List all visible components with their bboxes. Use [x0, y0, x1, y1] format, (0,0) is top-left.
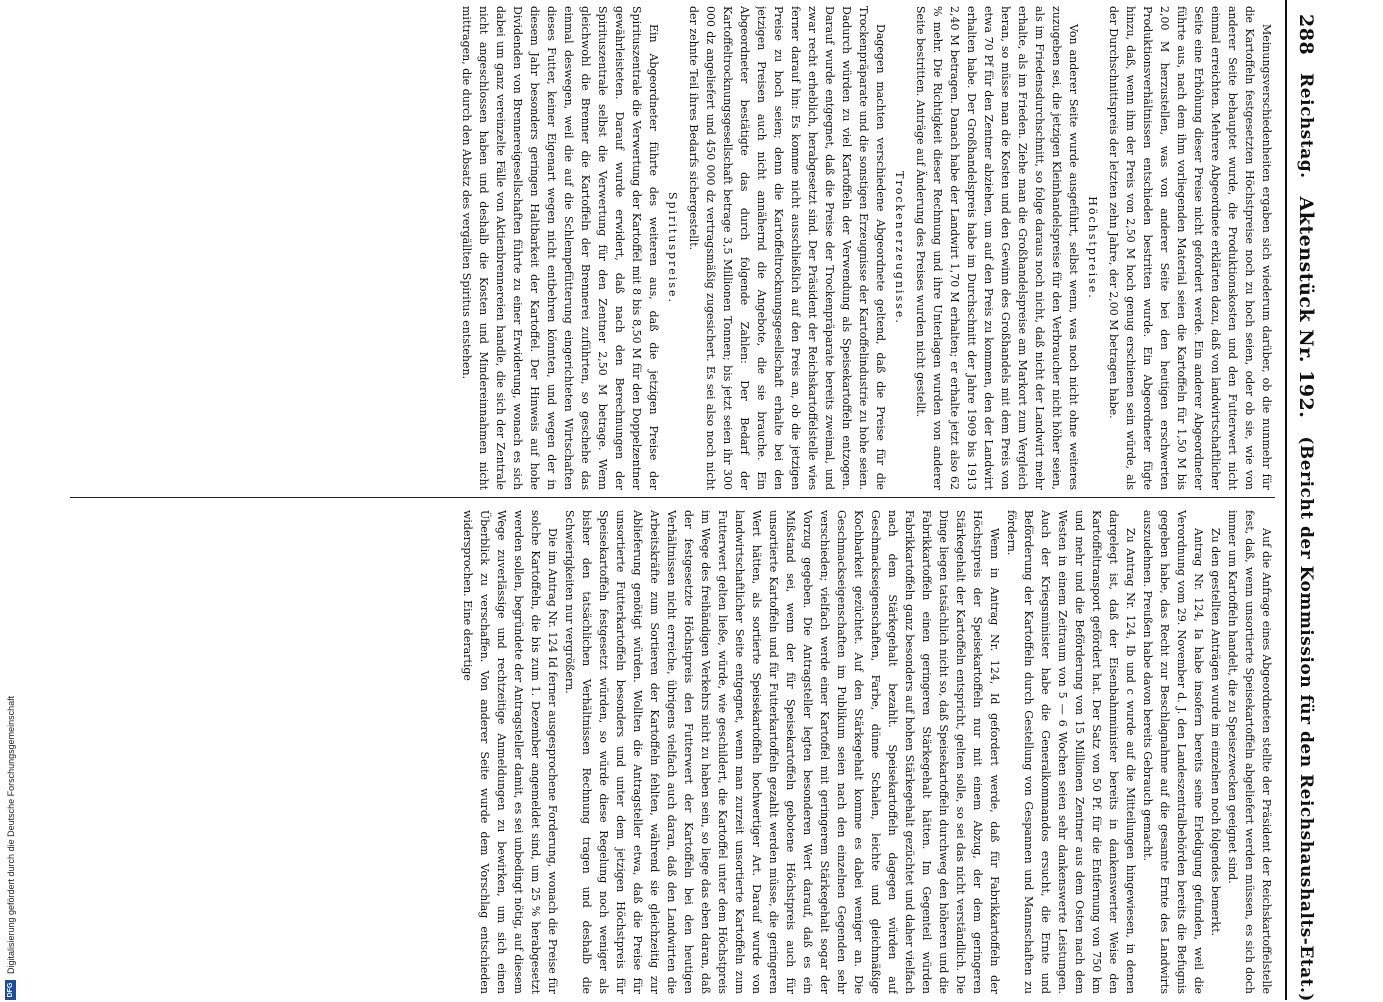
page-header: [1285, 0, 1325, 1000]
paragraph: Meinungsverschiedenheiten ergaben sich wiederum darüber, ob die nunmehr für die Kartoffeln festgesetzten Höchstpreise noch zu hoch seien, oder ob sie, wie von anderer Seite behauptet wurde, die Produktionskosten und den Futterwert nicht einmal erreichten. Mehrere Abgeordnete erklärten dazu, daß von landwirtschaftlicher Seite eine Erhöhung dieser Preise nicht gefordert werde. Ein anderer Abgeordneter führte aus, nach dem ihm vorliegenden Material seien die Kartoffeln für 1,50 M bis 2,00 M herzustellen, was von anderer Seite bei den heutigen erschwerten Produktionsverhältnissen entschieden bestritten wurde. Ein Abgeordneter fügte hinzu, daß, wenn ihm der Preis von 2,50 M hoch genug erschienen sein würde, als der Durchschnittspreis der letzten zehn Jahre, der 2,00 M betragen habe.: [1107, 6, 1273, 490]
left-column: [70, 6, 1275, 490]
credit-text: Digitalisierung gefördert durch die Deutsche Forschungsgemeinschaft: [5, 695, 16, 974]
paragraph: Von anderer Seite wurde ausgeführt, selbst wenn, was noch nicht ohne weiteres zuzugeben sei, die jetzigen Kleinhandelspreise für den Verbraucher nicht höher seien, als im Friedensdurchschnitt, so folge daraus noch nicht, daß nicht der Landwirt mehr erhalte, als im Frieden. Ziehe man die Großhandelspreise am Markort zum Vergleich heran, so müsse man die Kosten und den Gewinn des Großhandels mit dem Preis von etwa 70 Pf für den Zentner abziehen, um auf den Preis zu kommen, den der Landwirt erhalten habe. Der Großhandelspreis habe im Durchschnitt der Jahre 1909 bis 1913 2,40 M betragen. Danach habe der Landwirt 1,70 M erhalten; er erhalte jetzt also 62 % mehr. Die Richtigkeit dieser Rechnung und ihre Unterlagen wurden von anderer Seite bestritten. Anträge auf Änderung des Preises wurden nicht gestellt.: [914, 6, 1080, 490]
section-heading: Spirituspreise.: [666, 191, 679, 304]
column-divider: [70, 497, 1275, 498]
rotated-page-content: [55, 0, 1325, 1000]
paragraph: Zu Antrag Nr. 124, Ib und c wurde auf die Mitteilungen hingewiesen, in denen dargelegt ist, daß der Eisenbahnminister bereits in dankenswerter Weise den Kartoffeltransport gefördert hat. Der Satz von 50 Pf. für die Entfernung von 750 km und mehr und die Beförderung von 15 Millionen Zentner aus dem Osten nach dem Westen in einem Zeitraum von 5 — 6 Wochen seien sehr dankenswerte Leistungen. Auch der Kriegsminister habe die Generalkommandos ersucht, die Ernte und Beförderung der Kartoffeln durch Gestellung von Gespannen und Mannschaften zu fördern.: [1005, 510, 1137, 994]
header-source: Reichstag.: [1296, 73, 1316, 179]
section-heading: Trockenerzeugnisse.: [893, 171, 906, 325]
section-heading: Höchstpreise.: [1086, 196, 1099, 300]
paragraph: Antrag Nr. 124, Ia habe insofern bereits seine Erledigung gefunden, weil die Verordnung vom 29. November d. J. den Landeszentralbehörden bereits die Befugnis gegeben habe, das Recht zur Beschlagnahme auf die gesamte Ernte des Landwirts auszudehnen. Preußen habe davon bereits Gebrauch gemacht.: [1141, 510, 1205, 994]
paragraph: Ein Abgeordneter führte des weiteren aus, daß die jetzigen Preise der Spirituszentrale die Verwertung der Kartoffel mit 8 bis 8,50 M für den Doppelzentner gewährleisteten. Darauf wurde erwidert, daß nach den Berechnungen der Spirituszentrale selbst die Verwertung für den Zentner 2,50 M betrage. Wenn gleichwohl die Brenner die Kartoffeln der Brennerei zuführten, so geschehe das einmal deswegen, weil die auf die Schlempefütterung eingerichteten Wirtschaften dieses Futter, keiner Eigenart wegen nicht entbehren könnten, und wegen der in diesem Jahr besonders geringen Haltbarkeit der Kartoffel. Der Hinweis auf hohe Dividenden von Brennereigesellschaften führte zu einer Erwiderung, wonach es sich dabei um ganz vereinzelte Fälle von Aktienbrennereien handle, die sich der Zentrale nicht angeschlossen haben und deshalb die Kosten und Mindereinnahmen nicht mittragen, die durch den Absatz des vergällten Spiritus entstehen.: [460, 6, 660, 490]
right-column: [70, 510, 1275, 994]
paragraph: Auf die Anfrage eines Abgeordneten stellte der Präsident der Reichskartoffelstelle fest, daß, wenn unsortierte Speisekartoffeln abgeliefert werden müssen, es sich doch immer um Kartoffeln handelt, die zu Speisezwecken geeignet sind.: [1226, 510, 1273, 994]
page-number: 288: [1295, 14, 1317, 56]
paragraph: Wenn in Antrag Nr. 124, Id gefordert werde, daß für Fabrikkartoffeln der Höchstpreis der Speisekartoffeln nur mit einem Abzug, der dem geringeren Stärkegehalt der Kartoffeln entspricht, gelten solle, so sei das nicht verständlich. Die Dinge liegen tatsächlich nicht so, daß Speisekartoffeln durchweg den höheren und die Fabrikkartoffeln einen geringeren Stärkegehalt hätten. Im Gegenteil würden Fabrikkartoffeln ganz besonders auf hohen Stärkegehalt gezüchtet und daher vielfach nach dem Stärkegehalt bezahlt. Speisekartoffeln dagegen würden auf Geschmackseigenschaften, Farbe, dünne Schalen, leichte und gleichmäßige Kochbarkeit gezüchtet. Auf den Stärkegehalt komme es dabei weniger an. Die Geschmackseigenschaften im Publikum seien nach den einzelnen Gegenden sehr verschieden; vielfach werde einer Kartoffel mit geringerem Stärkegehalt sogar der Vorzug gegeben. Die Antragsteller legten besonderen Wert darauf, daß es ein Mißstand sei, wenn der für Speisekartoffeln gebotene Höchstpreis auch für unsortierte Kartoffeln und für Futterkartoffeln gezahlt werden müsse, die geringeren Wert hätten, als sortierte Speisekartoffeln hochwertiger Art. Darauf wurde von landwirtschaftlicher Seite entgegnet, wenn man zurzeit unsortierte Kartoffeln zum Futterwert gelten ließe, würde, wie geschildert, die Kartoffel unter dem Höchstpreis im Wege des freihändigen Verkehrs nicht zu haben sein, so liege das eben daran, daß der festgesetzte Höchstpreis den Futterwert der Kartoffeln bei den heutigen Verhältnissen nicht erreiche, übrigens vielfach auch daran, daß den Landwirten die Arbeitskräfte zum Sortieren der Kartoffeln fehlten, während sie gleichzeitig zur Ablieferung genötigt würden. Wollten die Antragsteller etwa, daß die Preise für unsortierte Futterkartoffeln besonders und unter dem jetzigen Höchstpreis für Speisekartoffeln festgesetzt würden, so würde diese Regelung noch weniger als bisher den tatsächlichen Verhältnissen Rechnung tragen und deshalb die Schwierigkeiten nur vergrößern.: [563, 510, 1001, 994]
document-number: Aktenstück Nr. 192.: [1295, 196, 1317, 419]
paragraph: Dagegen machten verschiedene Abgeordnete geltend, daß die Preise für die Trockenpräparate und die sonstigen Erzeugnisse der Kartoffelindustrie zu hohe seien. Dadurch würden zu viel Kartoffeln der Verwendung als Speisekartoffeln entzogen. Darauf wurde entgegnet, daß die Preise der Trockenpräparate bereits zweimal, und zwar recht erheblich, herabgesetzt sind. Der Präsident der Reichskartoffelstelle wies ferner darauf hin: Es komme nicht ausschließlich auf den Preis an, ob die jetzigen Preise zu hoch seien; denn die Kartoffeltrocknungsgesellschaft erhalte bei den jetzigen Preisen auch nicht annähernd die Angebote, die sie brauche. Ein Abgeordneter bestätigte das durch folgende Zahlen: Der Bedarf der Kartoffeltrocknungsgesellschaft betrage 3,5 Millionen Tonnen; bis jetzt seien ihr 300 000 dz angeliefert und 450 000 dz vertragsmäßig zugesichert. Es sei also noch nicht der zehnte Teil ihres Bedarfs sichergestellt.: [687, 6, 887, 490]
dfg-logo: DFG: [5, 980, 16, 1000]
paragraph: Die im Antrag Nr. 124 Id ferner ausgesprochene Forderung, wonach die Preise für solche Kartoffeln, die bis zum 1. Dezember angemeldet sind, um 25 % herabgesetzt werden sollen, begründete der Antragsteller damit, es sei unbedingt nötig, auf diesem Wege zuverlässige und rechtzeitige Anmeldungen zu bewirken, um sich einen Überblick zu verschaffen. Von anderer Seite wurde dem Vorschlag entschieden widersprochen. Eine derartige: [461, 510, 559, 994]
paragraph: Zu den gestellten Anträgen wurde im einzelnen noch folgendes bemerkt.: [1209, 528, 1222, 937]
header-title: (Bericht der Kommission für den Reichshaushalts-Etat.): [1296, 436, 1316, 1002]
digitization-credit: [5, 10, 16, 1000]
